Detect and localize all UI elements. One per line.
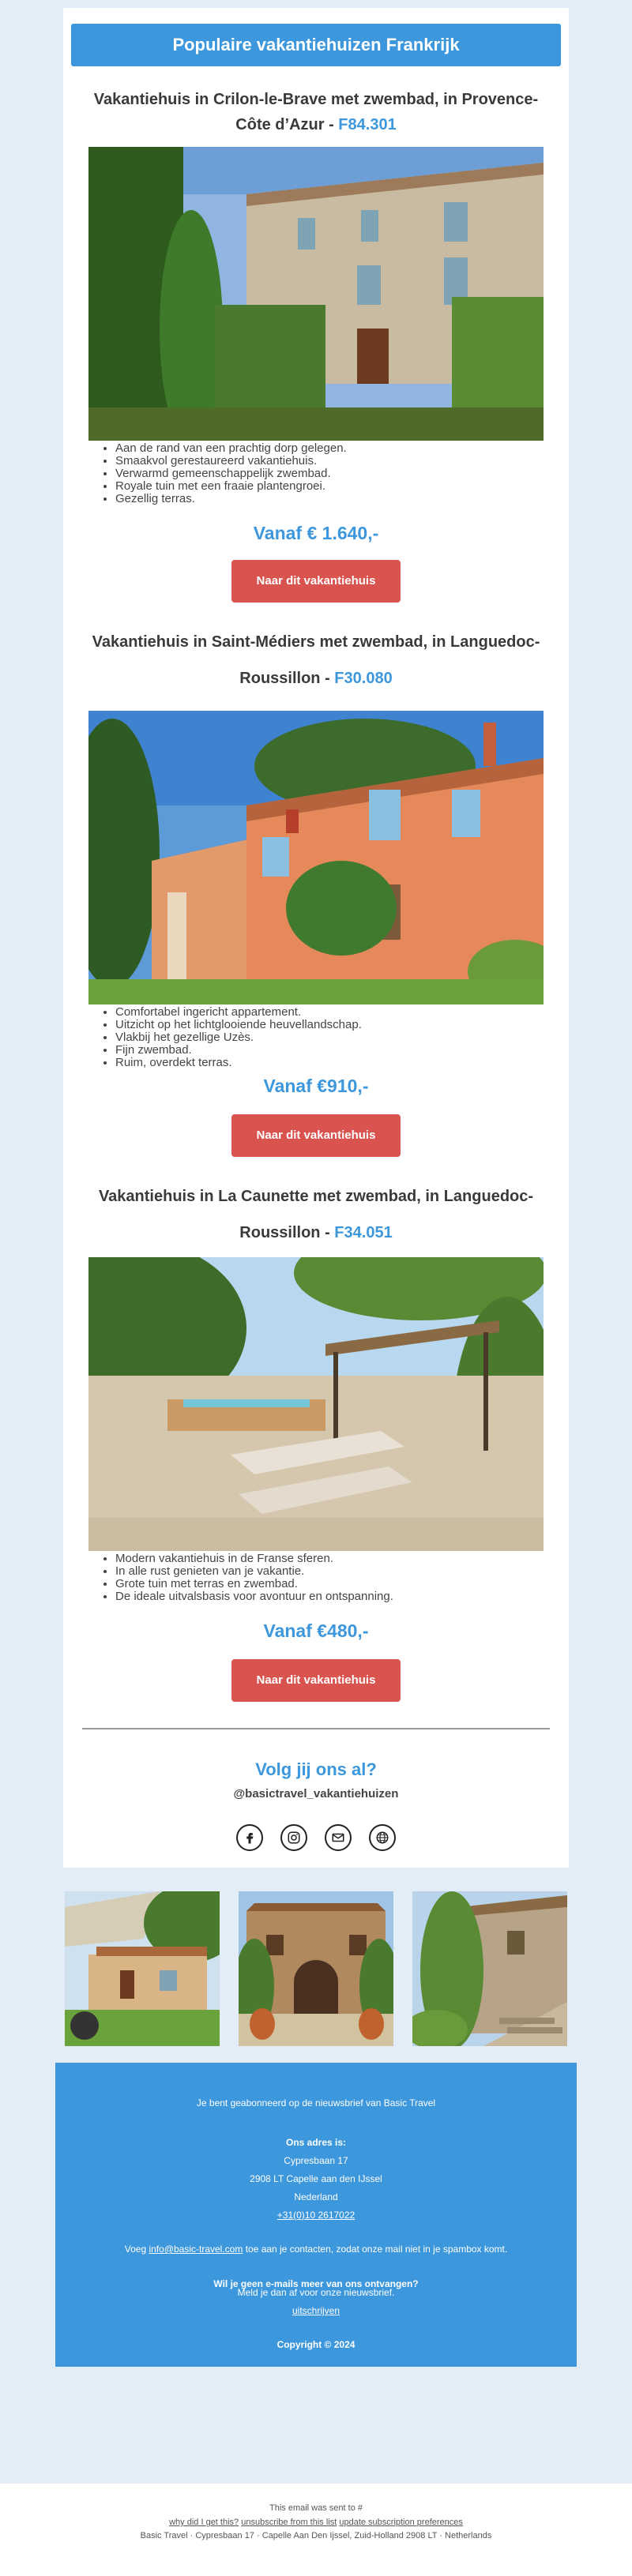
- unsubscribe-link[interactable]: uitschrijven: [292, 2305, 340, 2316]
- mail-icon[interactable]: [325, 1824, 352, 1851]
- list-item: • Vlakbij het gezellige Uzès.: [115, 1031, 542, 1044]
- unsubscribe-question: Wil je geen e-mails meer van ons ontvangen?: [213, 2278, 419, 2289]
- house-title-2: [79, 624, 553, 697]
- copyright: Copyright © 2024: [276, 2339, 356, 2350]
- address-street: Cypresbaan 17: [284, 2155, 348, 2166]
- sent-to-text: This email was sent to #: [269, 2503, 363, 2513]
- newsletter-card: [63, 8, 569, 1868]
- house-title-text: Vakantiehuis in Saint-Médiers met zwembad, in Languedoc-Roussillon -: [92, 633, 540, 687]
- footer: [55, 2063, 577, 2304]
- address-country: Nederland: [294, 2191, 338, 2202]
- address-city: 2908 LT Capelle aan den IJssel: [250, 2173, 382, 2184]
- house-code: F84.301: [338, 116, 397, 133]
- price-label: Vanaf €910,-: [263, 1076, 369, 1096]
- house-code: F30.080: [334, 670, 393, 687]
- gallery-image-2[interactable]: [239, 1891, 393, 2046]
- house-photo-2[interactable]: [88, 711, 544, 1004]
- price-label: Vanaf €480,-: [263, 1620, 369, 1641]
- feature-list-1: [115, 442, 542, 505]
- list-item: • Verwarmd gemeenschappelijk zwembad.: [115, 468, 542, 480]
- house-code: F34.051: [334, 1224, 393, 1241]
- house-photo-3[interactable]: [88, 1257, 544, 1551]
- mailchimp-footer: [0, 2484, 632, 2576]
- price-label: Vanaf € 1.640,-: [253, 523, 379, 543]
- social-links: [63, 1824, 569, 1853]
- house-photo-1[interactable]: [88, 147, 544, 441]
- postal-address: Basic Travel · Cypresbaan 17 · Capelle Aan Den Ijssel, Zuid-Holland 2908 LT · Netherlands: [140, 2531, 492, 2540]
- email-link[interactable]: info@basic-travel.com: [149, 2244, 243, 2255]
- list-item: • Aan de rand van een prachtig dorp gelegen.: [115, 442, 542, 455]
- facebook-icon[interactable]: [236, 1824, 263, 1851]
- list-item: • De ideale uitvalsbasis voor avontuur en ontspanning.: [115, 1590, 542, 1603]
- list-item: • Gezellig terras.: [115, 493, 542, 505]
- list-item: • Grote tuin met terras en zwembad.: [115, 1578, 542, 1590]
- list-item: • Smaakvol gerestaureerd vakantiehuis.: [115, 455, 542, 468]
- update-preferences-link[interactable]: update subscription preferences: [339, 2518, 463, 2527]
- social-handle: @basictravel_vakantiehuizen: [233, 1787, 399, 1801]
- feature-list-2: [115, 1006, 542, 1069]
- contact-note-prefix: Voeg: [124, 2244, 149, 2255]
- why-link[interactable]: why did I get this?: [169, 2518, 239, 2527]
- feature-list-3: [115, 1553, 542, 1603]
- address-label: Ons adres is:: [285, 2137, 347, 2148]
- view-house-button[interactable]: Naar dit vakantiehuis: [231, 1659, 401, 1702]
- footer-links: [0, 2518, 632, 2527]
- contact-note: [55, 2244, 577, 2255]
- list-item: • In alle rust genieten van je vakantie.: [115, 1565, 542, 1578]
- list-item: • Fijn zwembad.: [115, 1044, 542, 1057]
- house-title-text: Vakantiehuis in La Caunette met zwembad, in Languedoc-Roussillon -: [98, 1188, 534, 1241]
- house-title-text: Vakantiehuis in Crilon-le-Brave met zwembad, in Provence-Côte d’Azur -: [93, 91, 539, 133]
- list-item: • Uitzicht op het lichtglooiende heuvellandschap.: [115, 1019, 542, 1031]
- house-title-1: [79, 87, 553, 137]
- list-item: • Royale tuin met een fraaie plantengroei.: [115, 480, 542, 493]
- list-item: • Ruim, overdekt terras.: [115, 1057, 542, 1069]
- footer-lower: [55, 2287, 577, 2367]
- house-title-3: [79, 1178, 553, 1251]
- unsubscribe-text: Meld je dan af voor onze nieuwsbrief.: [237, 2287, 395, 2298]
- contact-note-suffix: toe aan je contacten, zodat onze mail niet in je spambox komt.: [243, 2244, 508, 2255]
- view-house-button[interactable]: Naar dit vakantiehuis: [231, 560, 401, 603]
- unsubscribe-list-link[interactable]: unsubscribe from this list: [241, 2518, 337, 2527]
- gallery-image-1[interactable]: [65, 1891, 220, 2046]
- instagram-icon[interactable]: [280, 1824, 307, 1851]
- page-title: Populaire vakantiehuizen Frankrijk: [71, 24, 561, 66]
- social-title: Volg jij ons al?: [255, 1759, 377, 1779]
- view-house-button[interactable]: Naar dit vakantiehuis: [231, 1114, 401, 1157]
- globe-icon[interactable]: [369, 1824, 396, 1851]
- phone-link[interactable]: +31(0)10 2617022: [276, 2210, 356, 2221]
- list-item: • Modern vakantiehuis in de Franse sferen.: [115, 1553, 542, 1565]
- divider: [82, 1728, 550, 1729]
- subscription-note: Je bent geabonneerd op de nieuwsbrief van Basic Travel: [196, 2097, 436, 2108]
- gallery-image-3[interactable]: [412, 1891, 567, 2046]
- list-item: • Comfortabel ingericht appartement.: [115, 1006, 542, 1019]
